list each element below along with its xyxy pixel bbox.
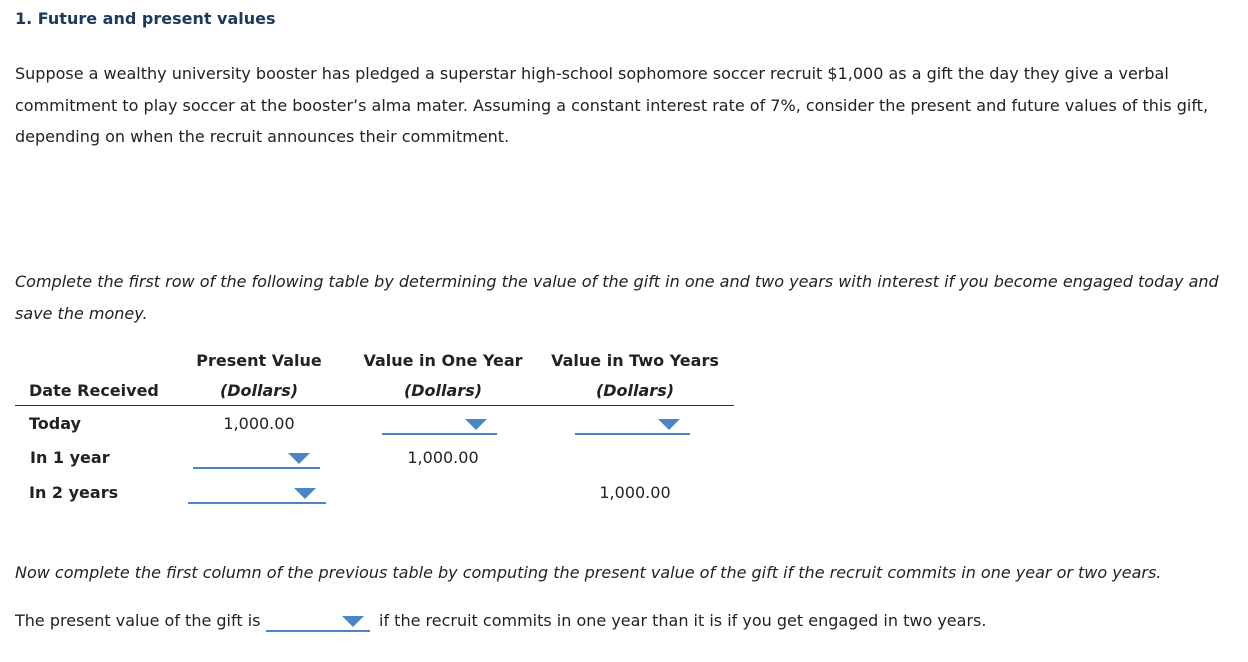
- chevron-down-icon: [294, 488, 316, 499]
- sentence-before: The present value of the gift is: [15, 611, 261, 630]
- unit-value-one-year: (Dollars): [403, 381, 483, 400]
- row-label-in-1-year: In 1 year: [30, 448, 110, 467]
- table-header-rule: [15, 405, 734, 406]
- two-years-present-value-dropdown[interactable]: [188, 482, 326, 504]
- today-value-two-years-dropdown[interactable]: [575, 413, 690, 435]
- chevron-down-icon: [658, 419, 680, 430]
- fill-in-sentence: [15, 611, 260, 630]
- row-label-today: Today: [29, 414, 81, 433]
- one-year-value-one-year: 1,000.00: [407, 448, 479, 467]
- today-present-value: 1,000.00: [223, 414, 295, 433]
- header-value-one-year: Value in One Year: [363, 351, 523, 370]
- question-title: 1. Future and present values: [15, 9, 276, 28]
- one-year-present-value-dropdown[interactable]: [193, 447, 320, 469]
- header-date-received: Date Received: [29, 381, 159, 400]
- unit-value-two-years: (Dollars): [595, 381, 675, 400]
- intro-paragraph: Suppose a wealthy university booster has pledged a superstar high-school sophomore soccer recruit $1,000 as a gift the day they give a verbal commitment to play soccer at the booster’s alma mater. Assuming a constant interest rate of 7%, consider the present and future values of this gift, depending on when the recruit announces their commitment.: [15, 64, 1209, 146]
- two-years-value-two-years: 1,000.00: [599, 483, 671, 502]
- header-present-value: Present Value: [196, 351, 322, 370]
- today-value-one-year-dropdown[interactable]: [382, 413, 497, 435]
- row-label-in-2-years: In 2 years: [29, 483, 119, 502]
- chevron-down-icon: [465, 419, 487, 430]
- chevron-down-icon: [288, 453, 310, 464]
- second-instruction: Now complete the first column of the previous table by computing the present value of the gift if the recruit commits in one year or two years.: [15, 563, 1162, 582]
- header-value-two-years: Value in Two Years: [551, 351, 719, 370]
- unit-present-value: (Dollars): [219, 381, 299, 400]
- table-instruction: Complete the first row of the following table by determining the value of the gift in one and two years with interest if you become engaged today and save the money.: [15, 272, 1219, 323]
- chevron-down-icon: [342, 616, 364, 627]
- present-value-comparison-dropdown[interactable]: [266, 610, 370, 632]
- sentence-after: if the recruit commits in one year than it is if you get engaged in two years.: [379, 611, 987, 630]
